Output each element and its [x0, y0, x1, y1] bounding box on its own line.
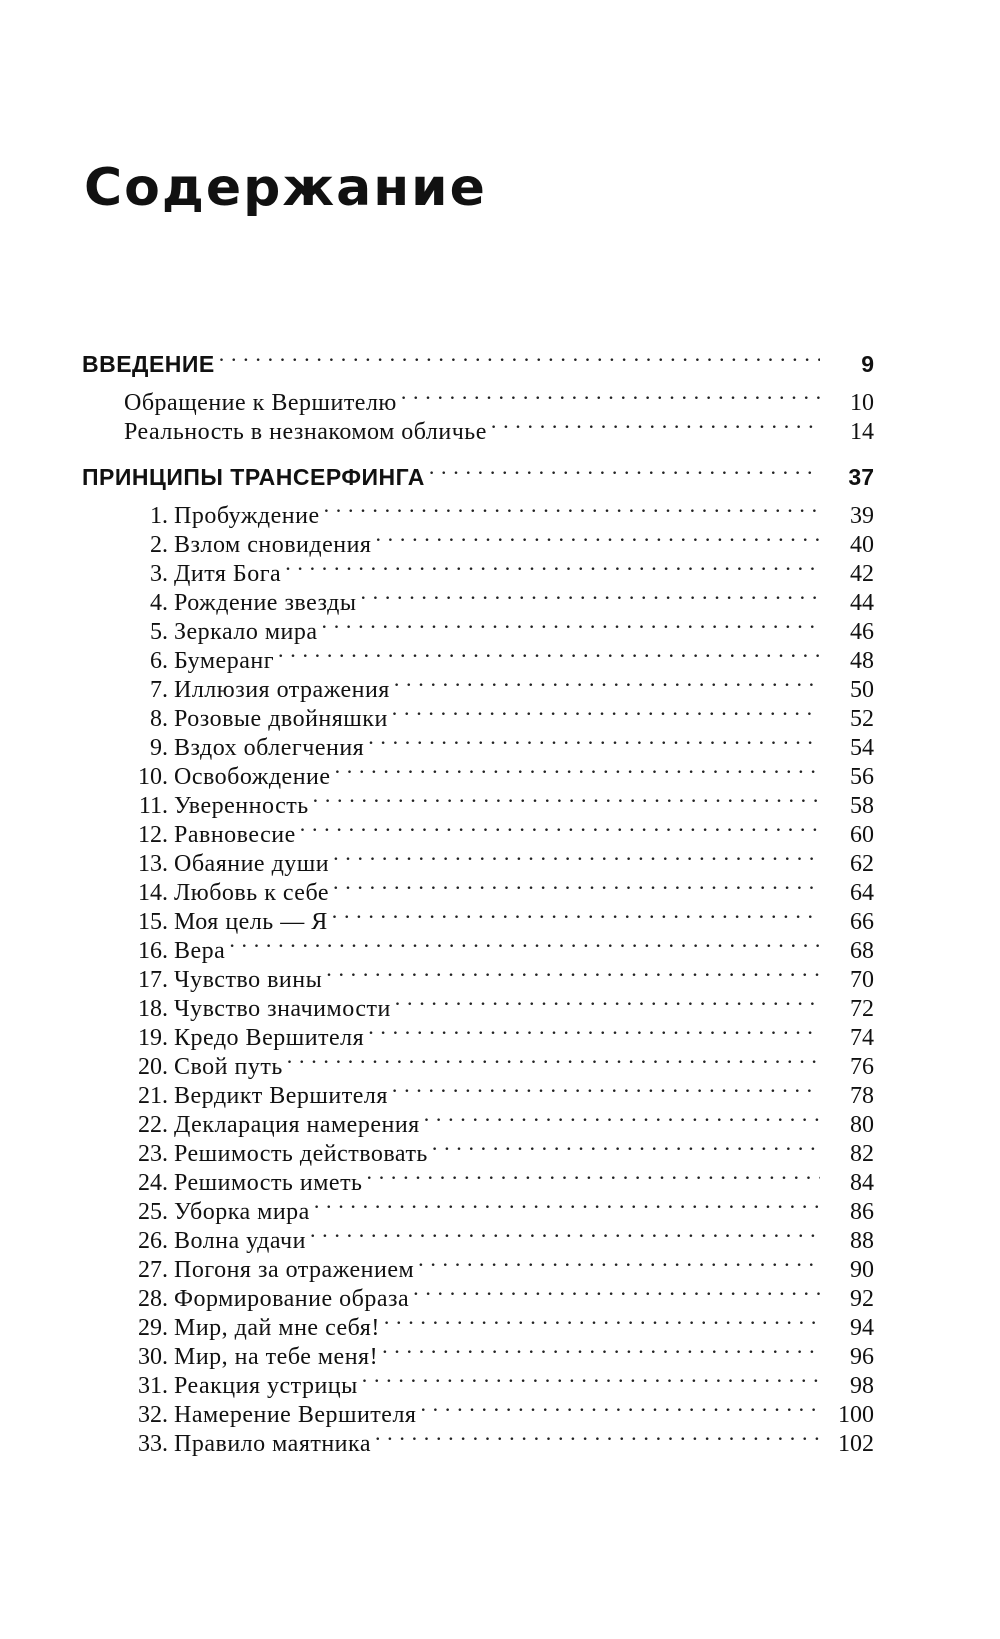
page-number: 58	[850, 793, 874, 819]
page-number: 72	[850, 996, 874, 1022]
chapter-number: 28.	[138, 1286, 168, 1312]
page-number: 96	[850, 1344, 874, 1370]
chapter-title: Мир, дай мне себя!	[174, 1315, 380, 1341]
dot-leader	[392, 698, 820, 726]
section-title: ВВЕДЕНИЕ	[82, 351, 215, 377]
dot-leader	[333, 843, 820, 871]
chapter-number: 15.	[138, 909, 168, 935]
chapter-number: 16.	[138, 938, 168, 964]
chapter-title: Моя цель — Я	[174, 909, 328, 935]
chapter-title: Вздох облегчения	[174, 735, 365, 761]
chapter-number: 27.	[138, 1257, 168, 1283]
chapter-title: Решимость действовать	[174, 1141, 428, 1167]
dot-leader	[314, 1191, 820, 1219]
chapter-number: 14.	[138, 880, 168, 906]
chapter-title: Погоня за отражением	[174, 1257, 415, 1283]
page-number: 100	[838, 1402, 874, 1428]
page-number: 70	[850, 967, 874, 993]
chapter-title: Освобождение	[174, 764, 331, 790]
chapter-title: Декларация намерения	[174, 1112, 420, 1138]
chapter-title: Пробуждение	[174, 503, 320, 529]
chapter-number: 9.	[150, 735, 168, 761]
dot-leader	[432, 1133, 820, 1161]
dot-leader	[313, 785, 820, 813]
page-number: 62	[850, 851, 874, 877]
page-number: 9	[861, 351, 874, 377]
dot-leader	[285, 553, 820, 581]
toc-entry	[124, 411, 874, 446]
section-title: ПРИНЦИПЫ ТРАНСЕРФИНГА	[82, 464, 425, 490]
page-number: 86	[850, 1199, 874, 1225]
chapter-title: Кредо Вершителя	[174, 1025, 365, 1051]
toc-chapter	[124, 1423, 874, 1458]
dot-leader	[326, 959, 820, 987]
chapter-number: 26.	[138, 1228, 168, 1254]
page-number: 68	[850, 938, 874, 964]
chapter-title: Любовь к себе	[174, 880, 329, 906]
dot-leader	[418, 1249, 820, 1277]
dot-leader	[300, 814, 820, 842]
page-number: 10	[850, 390, 874, 416]
page-number: 52	[850, 706, 874, 732]
chapter-number: 3.	[150, 561, 168, 587]
dot-leader	[424, 1104, 820, 1132]
dot-leader	[322, 611, 821, 639]
chapter-number: 4.	[150, 590, 168, 616]
chapter-title: Волна удачи	[174, 1228, 306, 1254]
chapter-number: 19.	[138, 1025, 168, 1051]
dot-leader	[367, 1162, 821, 1190]
page-number: 56	[850, 764, 874, 790]
page-number: 40	[850, 532, 874, 558]
entry-title: Реальность в незнакомом обличье	[124, 419, 487, 445]
chapter-title: Реакция устрицы	[174, 1373, 358, 1399]
dot-leader	[287, 1046, 820, 1074]
chapter-title: Чувство значимости	[174, 996, 391, 1022]
page-number: 37	[848, 464, 874, 490]
chapter-number: 22.	[138, 1112, 168, 1138]
chapter-title: Зеркало мира	[174, 619, 318, 645]
chapter-number: 23.	[138, 1141, 168, 1167]
dot-leader	[229, 930, 820, 958]
dot-leader	[395, 988, 820, 1016]
dot-leader	[401, 382, 820, 410]
page-number: 98	[850, 1373, 874, 1399]
chapter-title: Дитя Бога	[174, 561, 282, 587]
page-number: 50	[850, 677, 874, 703]
page-number: 14	[850, 419, 874, 445]
dot-leader	[420, 1394, 820, 1422]
dot-leader	[278, 640, 820, 668]
chapter-title: Вердикт Вершителя	[174, 1083, 388, 1109]
chapter-title: Рождение звезды	[174, 590, 357, 616]
chapter-number: 32.	[138, 1402, 168, 1428]
chapter-title: Равновесие	[174, 822, 296, 848]
chapter-number: 29.	[138, 1315, 168, 1341]
chapter-title: Иллюзия отражения	[174, 677, 390, 703]
page-number: 60	[850, 822, 874, 848]
page-title: Содержание	[84, 158, 487, 218]
dot-leader	[429, 457, 820, 485]
dot-leader	[382, 1336, 820, 1364]
chapter-number: 5.	[150, 619, 168, 645]
page-number: 54	[850, 735, 874, 761]
chapter-title: Вера	[174, 938, 226, 964]
chapter-number: 2.	[150, 532, 168, 558]
chapter-title: Взлом сновидения	[174, 532, 372, 558]
chapter-number: 11.	[138, 793, 168, 819]
dot-leader	[362, 1365, 820, 1393]
chapter-number: 31.	[138, 1373, 168, 1399]
chapter-number: 8.	[150, 706, 168, 732]
chapter-number: 21.	[138, 1083, 168, 1109]
chapter-number: 33.	[138, 1431, 168, 1457]
page-number: 39	[850, 503, 874, 529]
chapter-number: 10.	[138, 764, 168, 790]
dot-leader	[324, 495, 820, 523]
page-number: 46	[850, 619, 874, 645]
page-number: 92	[850, 1286, 874, 1312]
page-number: 44	[850, 590, 874, 616]
toc-section-principles	[82, 457, 874, 491]
dot-leader	[333, 872, 820, 900]
chapter-title: Бумеранг	[174, 648, 275, 674]
dot-leader	[392, 1075, 820, 1103]
chapter-title: Решимость иметь	[174, 1170, 363, 1196]
page-number: 76	[850, 1054, 874, 1080]
chapter-title: Обаяние души	[174, 851, 330, 877]
chapter-number: 25.	[138, 1199, 168, 1225]
dot-leader	[332, 901, 820, 929]
dot-leader	[491, 411, 820, 439]
chapter-title: Уверенность	[174, 793, 309, 819]
chapter-number: 24.	[138, 1170, 168, 1196]
chapter-title: Чувство вины	[174, 967, 323, 993]
dot-leader	[375, 1423, 820, 1451]
chapter-number: 17.	[138, 967, 168, 993]
page-number: 64	[850, 880, 874, 906]
page-number: 82	[850, 1141, 874, 1167]
page-number: 78	[850, 1083, 874, 1109]
page-number: 66	[850, 909, 874, 935]
dot-leader	[335, 756, 820, 784]
chapter-number: 12.	[138, 822, 168, 848]
page-number: 74	[850, 1025, 874, 1051]
dot-leader	[413, 1278, 820, 1306]
chapter-number: 1.	[150, 503, 168, 529]
toc-section-introduction	[82, 344, 874, 378]
page-number: 94	[850, 1315, 874, 1341]
page-number: 102	[838, 1431, 874, 1457]
chapter-number: 13.	[138, 851, 168, 877]
page-number: 84	[850, 1170, 874, 1196]
chapter-title: Формирование образа	[174, 1286, 410, 1312]
chapter-number: 6.	[150, 648, 168, 674]
chapter-number: 18.	[138, 996, 168, 1022]
dot-leader	[368, 727, 820, 755]
chapter-number: 30.	[138, 1344, 168, 1370]
dot-leader	[219, 344, 820, 372]
chapter-title: Намерение Вершителя	[174, 1402, 417, 1428]
chapter-number: 20.	[138, 1054, 168, 1080]
dot-leader	[394, 669, 820, 697]
page-number: 42	[850, 561, 874, 587]
chapter-title: Правило маятника	[174, 1431, 371, 1457]
page-number: 90	[850, 1257, 874, 1283]
page-number: 48	[850, 648, 874, 674]
chapter-title: Уборка мира	[174, 1199, 310, 1225]
chapter-number: 7.	[150, 677, 168, 703]
dot-leader	[384, 1307, 820, 1335]
chapter-title: Свой путь	[174, 1054, 283, 1080]
dot-leader	[375, 524, 820, 552]
dot-leader	[368, 1017, 820, 1045]
chapter-title: Мир, на тебе меня!	[174, 1344, 379, 1370]
dot-leader	[310, 1220, 820, 1248]
chapter-title: Розовые двойняшки	[174, 706, 388, 732]
entry-title: Обращение к Вершителю	[124, 390, 397, 416]
dot-leader	[360, 582, 820, 610]
page-number: 80	[850, 1112, 874, 1138]
page-number: 88	[850, 1228, 874, 1254]
